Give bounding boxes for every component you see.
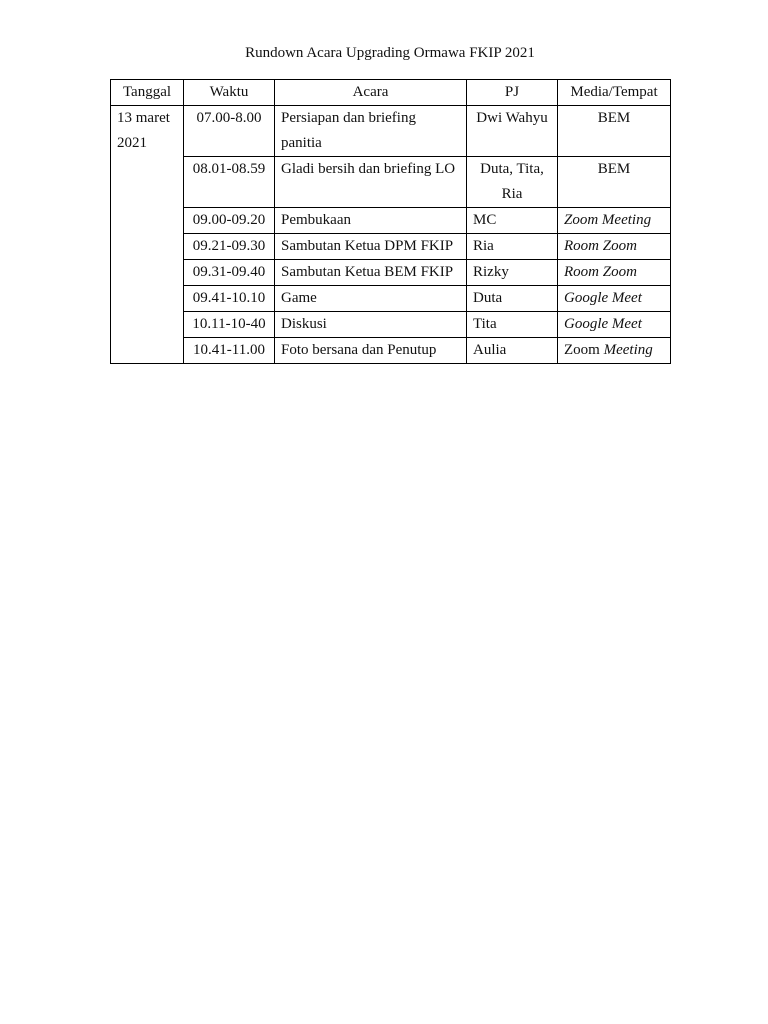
media-cell: BEM [558,157,671,208]
acara-cell: Diskusi [275,312,467,338]
media-cell: Room Zoom [558,260,671,286]
header-acara: Acara [275,80,467,106]
media-cell: Room Zoom [558,234,671,260]
acara-cell: Gladi bersih dan briefing LO [275,157,467,208]
acara-cell: Foto bersana dan Penutup [275,338,467,364]
tanggal-year: 2021 [117,135,147,151]
waktu-cell: 10.11-10-40 [184,312,275,338]
pj-cell: Dwi Wahyu [467,106,558,157]
page-title: Rundown Acara Upgrading Ormawa FKIP 2021 [245,45,535,61]
tanggal-date: 13 maret [117,110,170,126]
table-header-row [111,80,671,106]
waktu-cell: 09.00-09.20 [184,208,275,234]
acara-cell: Game [275,286,467,312]
pj-cell: Duta, Tita, Ria [467,157,558,208]
header-pj: PJ [467,80,558,106]
header-tanggal: Tanggal [111,80,184,106]
waktu-cell: 08.01-08.59 [184,157,275,208]
table-row [111,234,671,260]
acara-cell: Sambutan Ketua DPM FKIP [275,234,467,260]
media-italic-text: Meeting [603,342,653,358]
acara-cell: Sambutan Ketua BEM FKIP [275,260,467,286]
table-row [111,260,671,286]
pj-cell: Rizky [467,260,558,286]
media-cell: Google Meet [558,286,671,312]
table-row [111,286,671,312]
media-cell: BEM [558,106,671,157]
acara-cell: Pembukaan [275,208,467,234]
table-row [111,157,671,208]
tanggal-cell [111,106,184,364]
pj-cell: Ria [467,234,558,260]
pj-cell: MC [467,208,558,234]
media-cell [558,338,671,364]
waktu-cell: 09.21-09.30 [184,234,275,260]
waktu-cell: 10.41-11.00 [184,338,275,364]
rundown-table [110,79,671,364]
table-row [111,312,671,338]
media-cell: Zoom Meeting [558,208,671,234]
pj-cell: Tita [467,312,558,338]
table-row [111,338,671,364]
header-media: Media/Tempat [558,80,671,106]
header-waktu: Waktu [184,80,275,106]
table-row [111,208,671,234]
acara-cell: Persiapan dan briefing panitia [275,106,467,157]
waktu-cell: 09.31-09.40 [184,260,275,286]
media-cell: Google Meet [558,312,671,338]
pj-cell: Aulia [467,338,558,364]
media-plain-text: Zoom [564,342,600,358]
waktu-cell: 07.00-8.00 [184,106,275,157]
waktu-cell: 09.41-10.10 [184,286,275,312]
table-row [111,106,671,157]
pj-cell: Duta [467,286,558,312]
